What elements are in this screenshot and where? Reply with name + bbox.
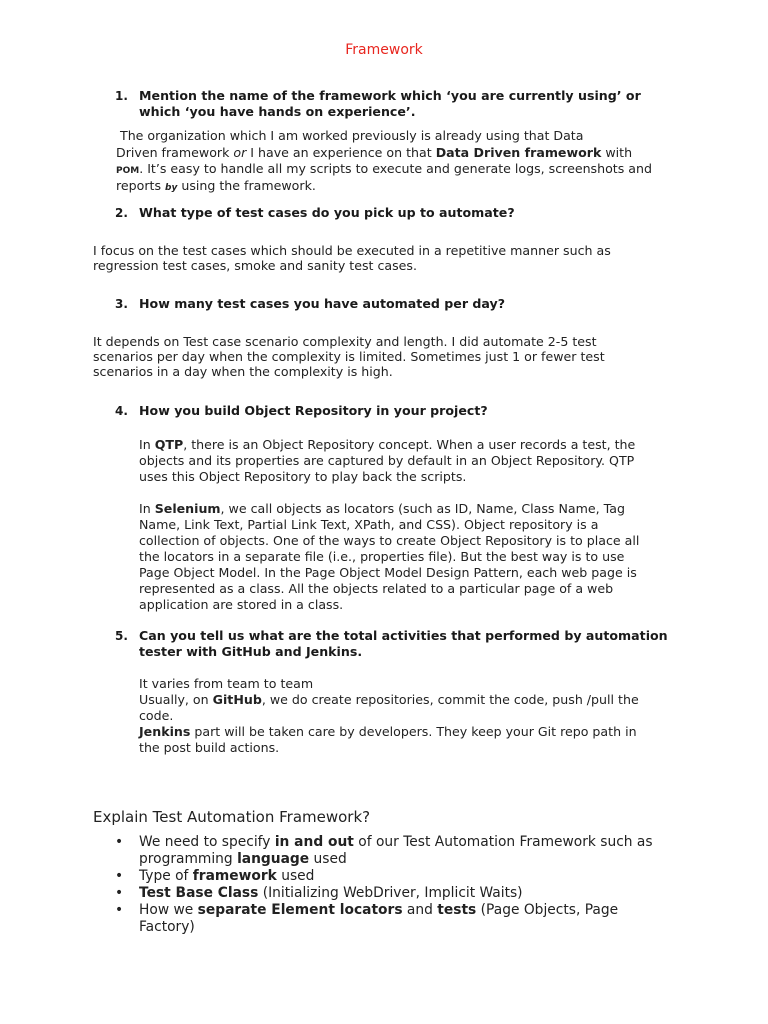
- list-item: • Test Base Class (Initializing WebDriver, Implicit Waits): [115, 885, 523, 901]
- answer-1-line-1: The organization which I am worked previously is already using that Data: [120, 128, 584, 143]
- bullet-icon: •: [115, 885, 124, 901]
- qtp-line-3: uses this Object Repository to play back the scripts.: [139, 469, 467, 484]
- list-item: • How we separate Element locators and tests (Page Objects, Page Factory): [115, 902, 619, 935]
- answer-5-line-1: It varies from team to team: [139, 676, 314, 691]
- selenium-line-5: Page Object Model. In the Page Object Model Design Pattern, each web page is: [139, 565, 637, 580]
- question-number: 2.: [115, 206, 128, 220]
- qtp-line-1: In QTP, there is an Object Repository concept. When a user records a test, the: [139, 437, 636, 452]
- question-number: 5.: [115, 629, 128, 643]
- answer-5-line-3: code.: [139, 708, 174, 723]
- answer-2-line-2: regression test cases, smoke and sanity test cases.: [93, 258, 417, 273]
- bullet-icon: •: [115, 902, 124, 918]
- question-number: 4.: [115, 404, 128, 418]
- answer-3-line-2: scenarios per day when the complexity is limited. Sometimes just 1 or fewer test: [93, 349, 605, 364]
- answer-1-line-3: POM. It’s easy to handle all my scripts to execute and generate logs, screenshots and: [116, 161, 652, 176]
- selenium-line-4: the locators in a separate file (i.e., properties file). But the best way is to use: [139, 549, 625, 564]
- list-item: • We need to specify in and out of our Test Automation Framework such as programming language used: [115, 834, 653, 867]
- list-item: • Type of framework used: [115, 868, 315, 884]
- answer-1-line-2: Driven framework or I have an experience on that Data Driven framework with: [116, 145, 633, 160]
- selenium-line-6: represented as a class. All the objects related to a particular page of a web: [139, 581, 614, 596]
- selenium-line-3: collection of objects. One of the ways to create Object Repository is to place all: [139, 533, 640, 548]
- answer-1-line-4: reports by using the framework.: [116, 178, 316, 193]
- answer-3-line-3: scenarios in a day when the complexity is high.: [93, 364, 393, 379]
- answer-2-line-1: I focus on the test cases which should be executed in a repetitive manner such as: [93, 243, 611, 258]
- answer-5-line-2: Usually, on GitHub, we do create repositories, commit the code, push /pull the: [139, 692, 639, 707]
- question-text: Can you tell us what are the total activities that performed by automation tester with GitHub and Jenkins.: [139, 628, 668, 659]
- bullet-icon: •: [115, 868, 124, 884]
- selenium-line-1: In Selenium, we call objects as locators (such as ID, Name, Class Name, Tag: [139, 501, 625, 516]
- selenium-line-7: application are stored in a class.: [139, 597, 344, 612]
- answer-5-line-5: the post build actions.: [139, 740, 280, 755]
- question-text: Mention the name of the framework which ‘you are currently using’ or which ‘you have hands on experience’.: [139, 88, 641, 119]
- selenium-line-2: Name, Link Text, Partial Link Text, XPath, and CSS). Object repository is a: [139, 517, 599, 532]
- question-text: What type of test cases do you pick up to automate?: [139, 205, 515, 220]
- bullet-icon: •: [115, 834, 124, 850]
- question-text: How many test cases you have automated per day?: [139, 296, 506, 311]
- framework-bullet-list: [115, 834, 695, 936]
- section-heading: Explain Test Automation Framework?: [93, 808, 371, 826]
- question-number: 1.: [115, 89, 128, 103]
- answer-5-line-4: Jenkins part will be taken care by developers. They keep your Git repo path in: [139, 724, 637, 739]
- question-text: How you build Object Repository in your project?: [139, 403, 488, 418]
- page-title: Framework: [345, 42, 423, 58]
- answer-3-line-1: It depends on Test case scenario complexity and length. I did automate 2-5 test: [93, 334, 597, 349]
- question-number: 3.: [115, 297, 128, 311]
- qtp-line-2: objects and its properties are captured by default in an Object Repository. QTP: [139, 453, 635, 468]
